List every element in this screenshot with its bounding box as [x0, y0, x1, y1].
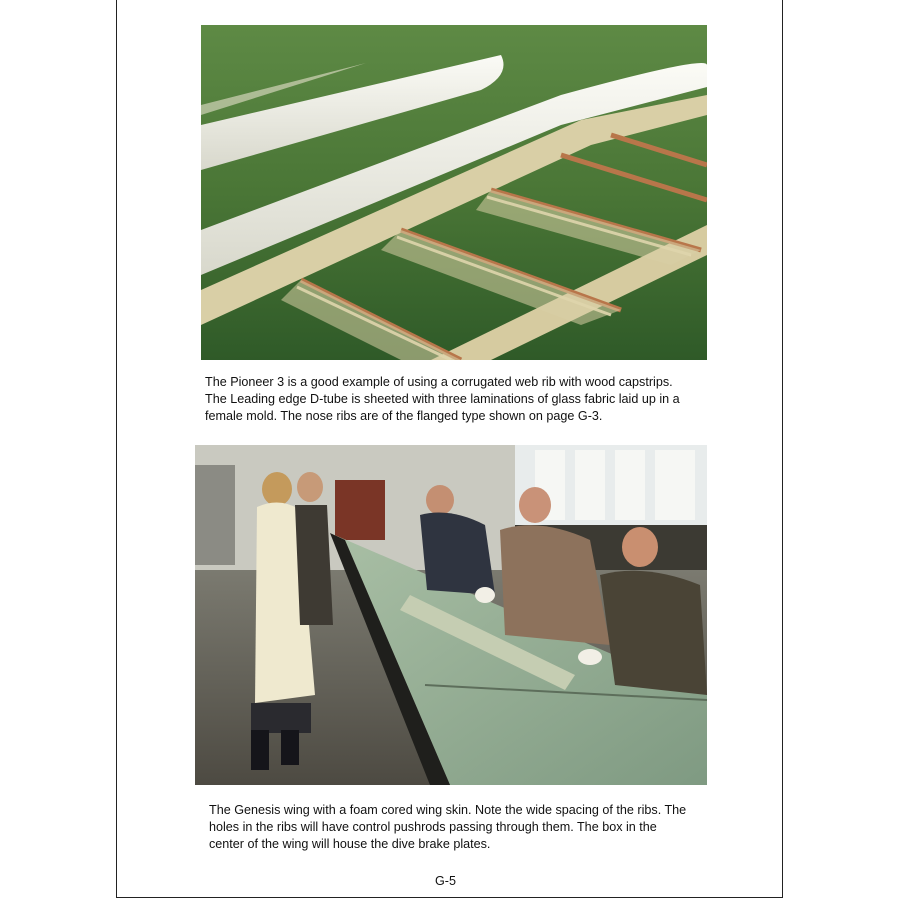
- workshop-illustration: [195, 445, 707, 785]
- caption-line: The Pioneer 3 is a good example of using a corrugated web rib with wood capstrips.: [205, 375, 673, 389]
- document-page: [116, 0, 783, 898]
- wing-structure-illustration: [201, 25, 707, 360]
- caption-line: The Genesis wing with a foam cored wing skin. Note the wide spacing of the ribs. The: [209, 803, 687, 817]
- caption-line: center of the wing will house the dive brake plates.: [209, 837, 491, 851]
- photo-genesis-wing-workshop: [195, 445, 707, 785]
- photo-pioneer-3-wing: [201, 25, 707, 360]
- page-number: G-5: [435, 874, 456, 888]
- caption-line: The Leading edge D-tube is sheeted with three laminations of glass fabric laid up in a: [205, 392, 680, 406]
- caption-pioneer-3: [205, 374, 705, 425]
- caption-line: female mold. The nose ribs are of the flanged type shown on page G-3.: [205, 409, 603, 423]
- caption-genesis-wing: [209, 802, 709, 853]
- caption-line: holes in the ribs will have control pushrods passing through them. The box in the: [209, 820, 657, 834]
